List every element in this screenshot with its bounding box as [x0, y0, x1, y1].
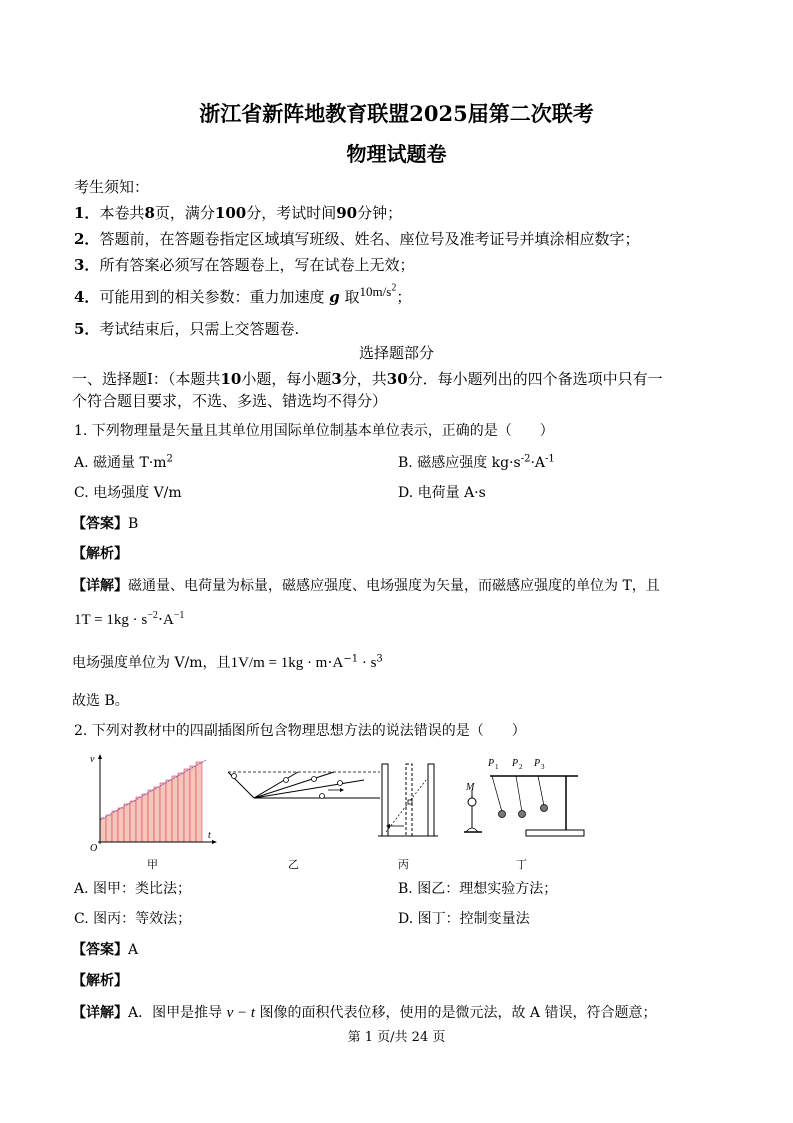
- p3-sub: 3: [541, 763, 545, 771]
- q2-option-b: B. 图乙：理想实验方法；: [398, 881, 558, 897]
- figure-label-ding: 丁: [516, 858, 527, 871]
- notice-item-5: 5．考试结束后，只需上交答题卷.: [74, 320, 300, 338]
- q1-conclusion: 故选 B。: [72, 693, 129, 709]
- notice-item-4: 4．可能用到的相关参数：重力加速度 g 取$10m/s^2$；: [74, 282, 412, 306]
- q1-answer: 【答案】B: [72, 516, 139, 532]
- notice-item-3: 3．所有答案必须写在答题卷上，写在试卷上无效；: [74, 256, 415, 274]
- q2-option-d: D. 图丁：控制变量法: [398, 911, 530, 927]
- page-footer: 第 1 页/共 24 页: [347, 1030, 446, 1045]
- section-heading: 选择题部分: [358, 344, 434, 362]
- m-label: M: [466, 782, 475, 793]
- figure-yi-incline: [224, 760, 384, 840]
- q2-answer: 【答案】A: [72, 942, 139, 958]
- q1-option-b: B. 磁感应强度 $kg\cdot s^{-2}\cdot A^{-1}$: [398, 453, 555, 471]
- p2-label: P: [512, 758, 519, 769]
- q2-stem: 2. 下列对教材中的四副插图所包含物理思想方法的说法错误的是（ ）: [74, 723, 526, 739]
- section-instructions-line1: 一、选择题Ⅰ：（本题共10小题，每小题3分，共30分．每小题列出的四个备选项中只有一: [72, 370, 663, 388]
- notice-heading: 考生须知：: [74, 178, 150, 196]
- q1-stem: 1. 下列物理量是矢量且其单位用国际单位制基本单位表示，正确的是（ ）: [74, 423, 554, 439]
- q2-analysis-label: 【解析】: [72, 973, 128, 989]
- figure-bing-tubes: [378, 760, 438, 840]
- q1-formula-1: $1T = 1kg \cdot s^{-2}\cdot A^{-1}$: [74, 610, 185, 628]
- page-title: 浙江省新阵地教育联盟2025届第二次联考: [199, 101, 594, 126]
- section-instructions-line2: 个符合题目要求，不选、多选、错选均不得分）: [72, 392, 388, 410]
- figure-label-bing: 丙: [398, 858, 409, 871]
- page-subtitle: 物理试题卷: [346, 142, 447, 166]
- figure-ding-pendulums: [460, 754, 585, 840]
- q2-detail: 【详解】A．图甲是推导 v − t 图像的面积代表位移，使用的是微元法，故 A 错误，符合题意；: [72, 1005, 657, 1021]
- q1-analysis-label: 【解析】: [72, 546, 128, 562]
- figure-label-jia: 甲: [147, 858, 158, 871]
- q2-option-a: A. 图甲：类比法；: [74, 881, 192, 897]
- p2-sub: 2: [519, 763, 523, 771]
- figure-jia-vt-graph: [88, 752, 218, 852]
- notice-item-2: 2．答题前，在答题卷指定区域填写班级、姓名、座位号及准考证号并填涂相应数字；: [74, 230, 640, 248]
- q1-line3: 电场强度单位为 V/m，且$1V/m = 1kg \cdot m\cdot A^{-1} \cdot s^3$: [72, 653, 383, 671]
- q1-detail: 【详解】磁通量、电荷量为标量，磁感应强度、电场强度为矢量，而磁感应强度的单位为 T，且: [72, 578, 660, 594]
- q2-option-c: C. 图丙：等效法；: [74, 911, 192, 927]
- q1-option-d: D. 电荷量 A·s: [398, 485, 486, 501]
- axis-v-label: v: [90, 754, 95, 765]
- axis-t-label: t: [208, 830, 211, 841]
- p1-sub: 1: [495, 763, 499, 771]
- q1-option-a: A. 磁通量 $T\cdot m^2$: [74, 453, 173, 471]
- p3-label: P: [534, 758, 541, 769]
- figure-label-yi: 乙: [288, 858, 299, 871]
- origin-label: O: [90, 843, 98, 852]
- q1-option-c: C. 电场强度 V/m: [74, 485, 182, 501]
- vt-strips: [100, 762, 202, 842]
- notice-item-1: 1．本卷共8页，满分100分，考试时间90分钟；: [74, 204, 403, 222]
- p1-label: P: [488, 758, 495, 769]
